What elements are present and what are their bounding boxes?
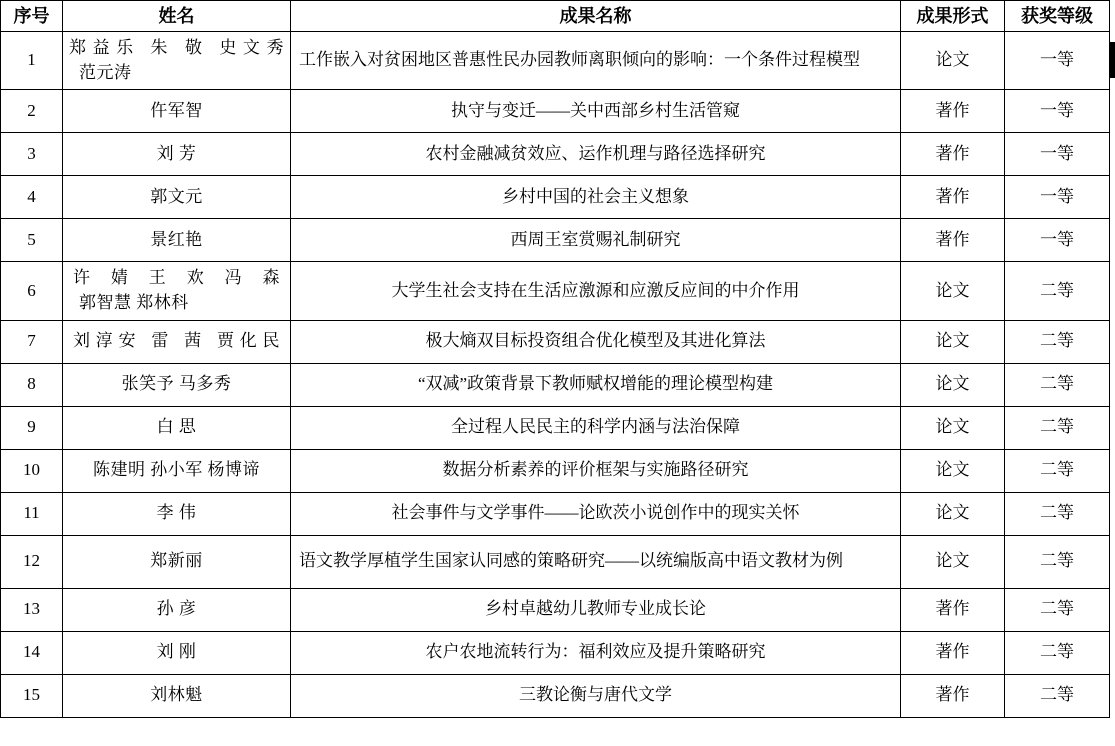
cell-form: 论文 — [901, 535, 1005, 588]
cell-name: 刘 刚 — [63, 631, 291, 674]
table-body — [1, 32, 1110, 718]
cell-form: 著作 — [901, 588, 1005, 631]
cell-level: 一等 — [1005, 176, 1110, 219]
cell-level: 二等 — [1005, 631, 1110, 674]
cell-title: 西周王室赏赐礼制研究 — [291, 219, 901, 262]
table-row — [1, 90, 1110, 133]
cell-form: 论文 — [901, 492, 1005, 535]
cell-title: 农户农地流转行为：福利效应及提升策略研究 — [291, 631, 901, 674]
cell-form: 著作 — [901, 176, 1005, 219]
cell-title: 极大熵双目标投资组合优化模型及其进化算法 — [291, 320, 901, 363]
cell-name: 张笑予 马多秀 — [63, 363, 291, 406]
cell-level: 一等 — [1005, 219, 1110, 262]
cell-level: 二等 — [1005, 535, 1110, 588]
cell-level: 一等 — [1005, 133, 1110, 176]
cell-form: 著作 — [901, 631, 1005, 674]
cell-index: 1 — [1, 32, 63, 90]
cell-level: 二等 — [1005, 320, 1110, 363]
cell-level: 一等 — [1005, 90, 1110, 133]
cell-index: 7 — [1, 320, 63, 363]
table-row — [1, 320, 1110, 363]
table-row — [1, 262, 1110, 320]
table-row — [1, 219, 1110, 262]
cell-name: 孙 彦 — [63, 588, 291, 631]
cell-level: 一等 — [1005, 32, 1110, 90]
column-header-index: 序号 — [1, 1, 63, 32]
cell-index: 10 — [1, 449, 63, 492]
column-header-level: 获奖等级 — [1005, 1, 1110, 32]
column-header-name: 姓名 — [63, 1, 291, 32]
cell-name: 景红艳 — [63, 219, 291, 262]
cell-index: 15 — [1, 674, 63, 717]
cell-form: 论文 — [901, 406, 1005, 449]
cell-name: 白 思 — [63, 406, 291, 449]
cell-name: 刘淳安 雷 茜 贾化民 — [63, 320, 291, 363]
cell-name — [63, 32, 291, 90]
cell-name-line: 范元涛 — [79, 62, 132, 82]
cell-level: 二等 — [1005, 262, 1110, 320]
table-row — [1, 363, 1110, 406]
cell-name-line: 许 婧 王 欢 冯 森 — [73, 268, 280, 288]
cell-name-line: 郑益乐 朱 敬 史文秀 — [69, 38, 284, 58]
cell-title: 农村金融减贫效应、运作机理与路径选择研究 — [291, 133, 901, 176]
table-row — [1, 176, 1110, 219]
cell-title: 执守与变迁——关中西部乡村生活管窥 — [291, 90, 901, 133]
cell-title: 社会事件与文学事件——论欧茨小说创作中的现实关怀 — [291, 492, 901, 535]
table-row — [1, 406, 1110, 449]
cell-form: 著作 — [901, 90, 1005, 133]
cell-form: 论文 — [901, 320, 1005, 363]
cell-title: 数据分析素养的评价框架与实施路径研究 — [291, 449, 901, 492]
cell-form: 论文 — [901, 262, 1005, 320]
column-header-title: 成果名称 — [291, 1, 901, 32]
cell-title: 语文教学厚植学生国家认同感的策略研究——以统编版高中语文教材为例 — [291, 535, 901, 588]
cell-index: 13 — [1, 588, 63, 631]
cell-name: 郑新丽 — [63, 535, 291, 588]
table-row — [1, 674, 1110, 717]
cell-title: 三教论衡与唐代文学 — [291, 674, 901, 717]
table-row — [1, 32, 1110, 90]
cell-title: “双减”政策背景下教师赋权增能的理论模型构建 — [291, 363, 901, 406]
cell-form: 论文 — [901, 363, 1005, 406]
cell-title: 乡村中国的社会主义想象 — [291, 176, 901, 219]
cell-title: 工作嵌入对贫困地区普惠性民办园教师离职倾向的影响：一个条件过程模型 — [291, 32, 901, 90]
cell-form: 著作 — [901, 219, 1005, 262]
cell-name: 陈建明 孙小军 杨博谛 — [63, 449, 291, 492]
cell-level: 二等 — [1005, 674, 1110, 717]
cell-title: 乡村卓越幼儿教师专业成长论 — [291, 588, 901, 631]
cell-form: 著作 — [901, 133, 1005, 176]
table-row — [1, 133, 1110, 176]
cell-name: 郭文元 — [63, 176, 291, 219]
cell-index: 2 — [1, 90, 63, 133]
table-row — [1, 631, 1110, 674]
cell-index: 12 — [1, 535, 63, 588]
table-row — [1, 535, 1110, 588]
cell-name: 仵军智 — [63, 90, 291, 133]
cell-name: 李 伟 — [63, 492, 291, 535]
cell-form: 论文 — [901, 32, 1005, 90]
cell-level: 二等 — [1005, 363, 1110, 406]
table-row — [1, 492, 1110, 535]
cell-index: 4 — [1, 176, 63, 219]
column-header-form: 成果形式 — [901, 1, 1005, 32]
cell-name — [63, 262, 291, 320]
cell-level: 二等 — [1005, 492, 1110, 535]
cell-index: 5 — [1, 219, 63, 262]
table-header-row — [1, 1, 1110, 32]
cell-level: 二等 — [1005, 406, 1110, 449]
cell-index: 3 — [1, 133, 63, 176]
cell-index: 14 — [1, 631, 63, 674]
table-row — [1, 588, 1110, 631]
cell-index: 6 — [1, 262, 63, 320]
cell-level: 二等 — [1005, 588, 1110, 631]
cell-form: 著作 — [901, 674, 1005, 717]
scrollbar-thumb[interactable] — [1110, 42, 1115, 78]
cell-index: 8 — [1, 363, 63, 406]
cell-name: 刘 芳 — [63, 133, 291, 176]
cell-title: 大学生社会支持在生活应激源和应激反应间的中介作用 — [291, 262, 901, 320]
cell-form: 论文 — [901, 449, 1005, 492]
cell-index: 9 — [1, 406, 63, 449]
cell-index: 11 — [1, 492, 63, 535]
table-row — [1, 449, 1110, 492]
cell-title: 全过程人民民主的科学内涵与法治保障 — [291, 406, 901, 449]
cell-level: 二等 — [1005, 449, 1110, 492]
table-header — [1, 1, 1110, 32]
cell-name-line: 郭智慧 郑林科 — [79, 293, 189, 313]
cell-name: 刘林魁 — [63, 674, 291, 717]
